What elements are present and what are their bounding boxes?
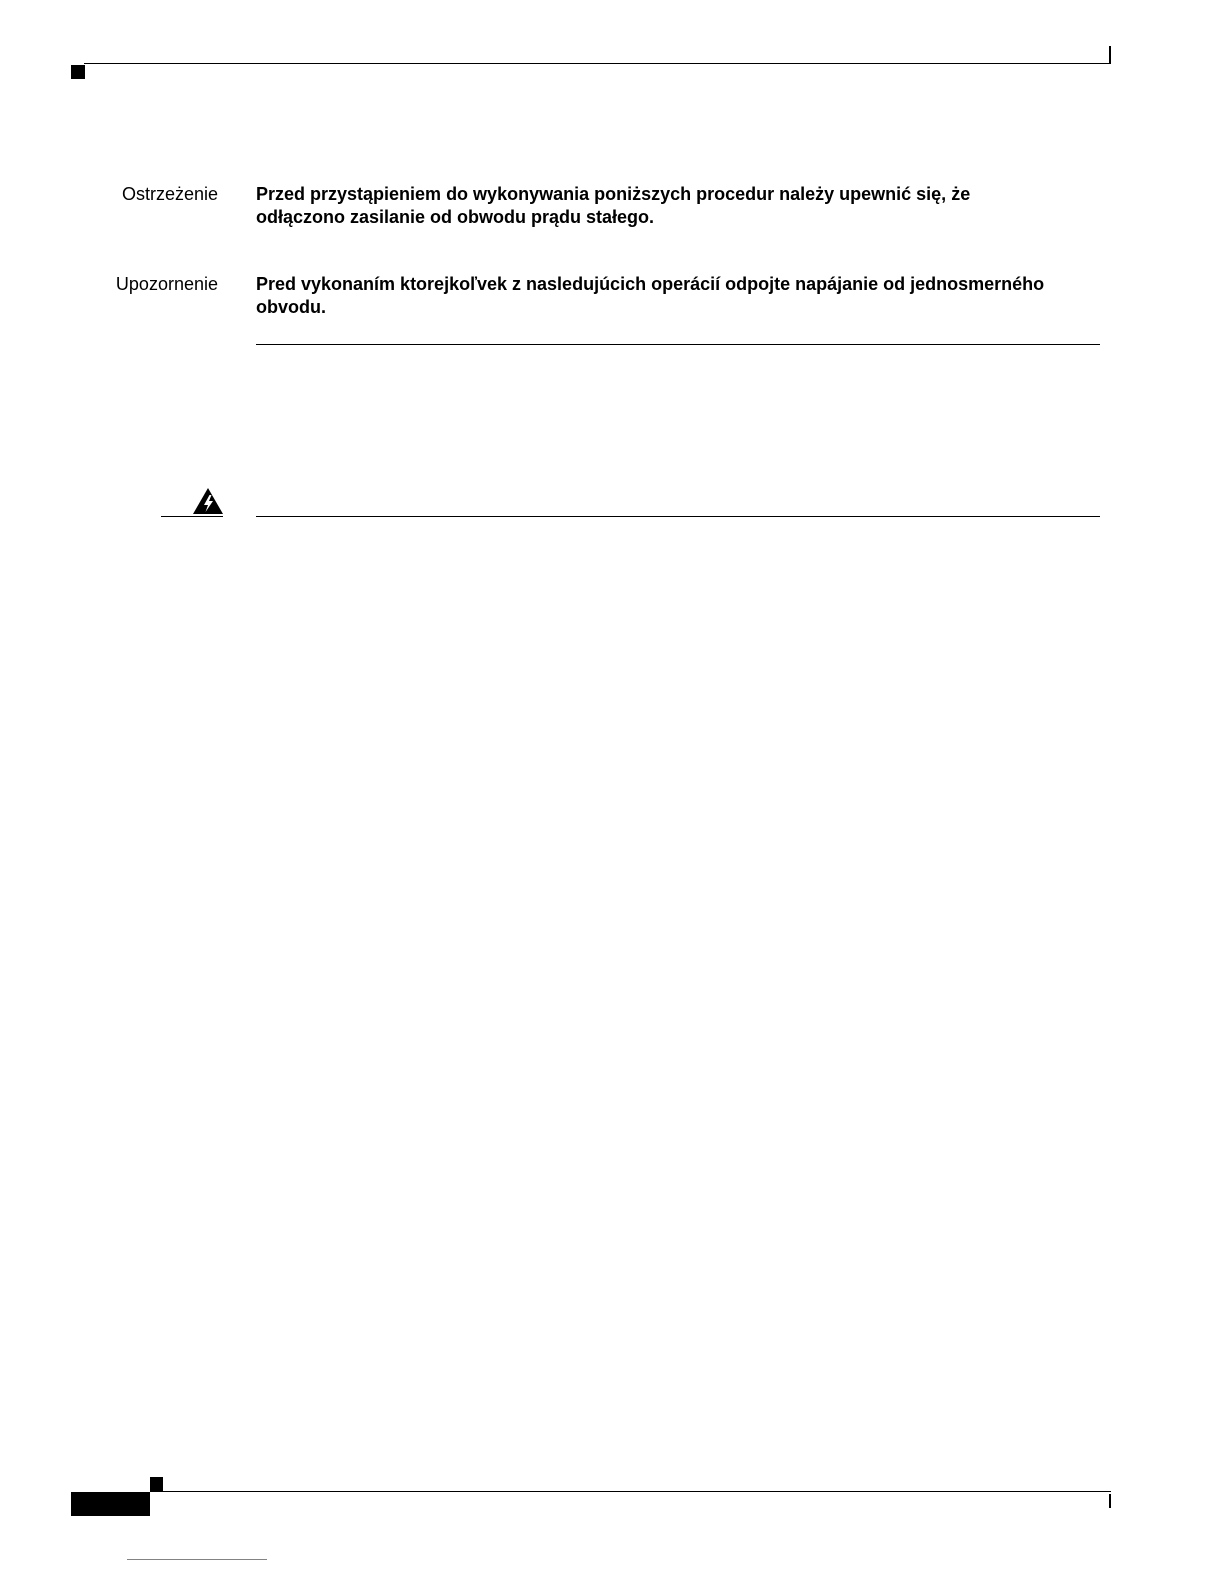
- warning-label-polish: Ostrzeżenie: [121, 184, 218, 204]
- header-corner-square: [71, 65, 85, 79]
- header-corner-tick: [1109, 46, 1111, 64]
- footer-corner-square: [150, 1477, 163, 1491]
- warning-text-slovak: Pred vykonaním ktorejkoľvek z nasledujúcich operácií odpojte napájanie od jednosmerného obvodu.: [256, 274, 1045, 317]
- header-rule: [84, 63, 1111, 64]
- footer-corner-tick: [1109, 1494, 1111, 1508]
- footer-rule: [150, 1491, 1111, 1492]
- footer-link-underline[interactable]: [127, 1559, 267, 1560]
- warning-body-rule: [256, 516, 1100, 517]
- warning-text-polish: Przed przystąpieniem do wykonywania poniższych procedur należy upewnić się, że odłączono zasilanie od obwodu prądu stałego.: [256, 184, 971, 227]
- warning-icon: [192, 487, 224, 515]
- section-divider: [256, 344, 1100, 345]
- warning-icon-rule: [161, 516, 223, 517]
- footer-page-block: [71, 1492, 150, 1516]
- warning-label-slovak: Upozornenie: [115, 274, 218, 294]
